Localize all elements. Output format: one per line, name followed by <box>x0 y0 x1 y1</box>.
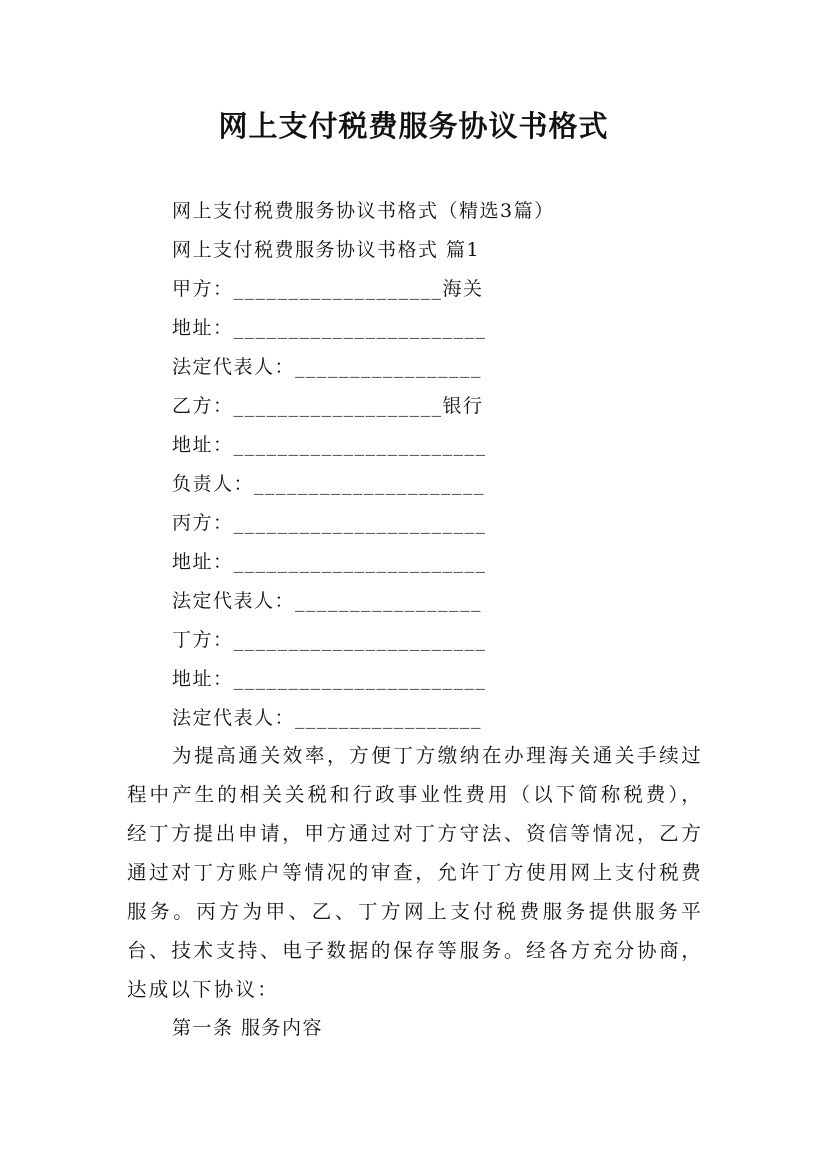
document-title: 网上支付税费服务协议书格式 <box>218 109 609 143</box>
party-d-line: 丁方：_______________________ <box>172 629 487 651</box>
party-a-line: 甲方：___________________海关 <box>172 278 484 300</box>
party-a-address-line: 地址：_______________________ <box>172 317 487 339</box>
body-paragraph: 为提高通关效率，方便丁方缴纳在办理海关通关手续过程中产生的相关关税和行政事业性费用（以下简称税费），经丁方提出申请，甲方通过对丁方守法、资信等情况，乙方通过对丁方账户等情况的审查，允许丁方使用网上支付税费服务。丙方为甲、乙、丁方网上支付税费服务提供服务平台、技术支持、电子数据的保存等服务。经各方充分协商，达成以下协议： <box>127 744 703 1001</box>
party-c-representative-line: 法定代表人：_________________ <box>172 590 483 612</box>
section-heading: 网上支付税费服务协议书格式 篇1 <box>172 239 481 261</box>
intro-line: 网上支付税费服务协议书格式（精选3篇） <box>172 200 555 222</box>
party-c-address-line: 地址：_______________________ <box>172 551 487 573</box>
party-b-manager-line: 负责人：_____________________ <box>172 473 486 495</box>
party-b-address-line: 地址：_______________________ <box>172 434 487 456</box>
article-heading: 第一条 服务内容 <box>172 1017 324 1039</box>
party-a-representative-line: 法定代表人：_________________ <box>172 356 483 378</box>
party-b-line: 乙方：___________________银行 <box>172 395 484 417</box>
party-d-representative-line: 法定代表人：_________________ <box>172 707 483 729</box>
party-c-line: 丙方：_______________________ <box>172 512 487 534</box>
party-d-address-line: 地址：_______________________ <box>172 668 487 690</box>
